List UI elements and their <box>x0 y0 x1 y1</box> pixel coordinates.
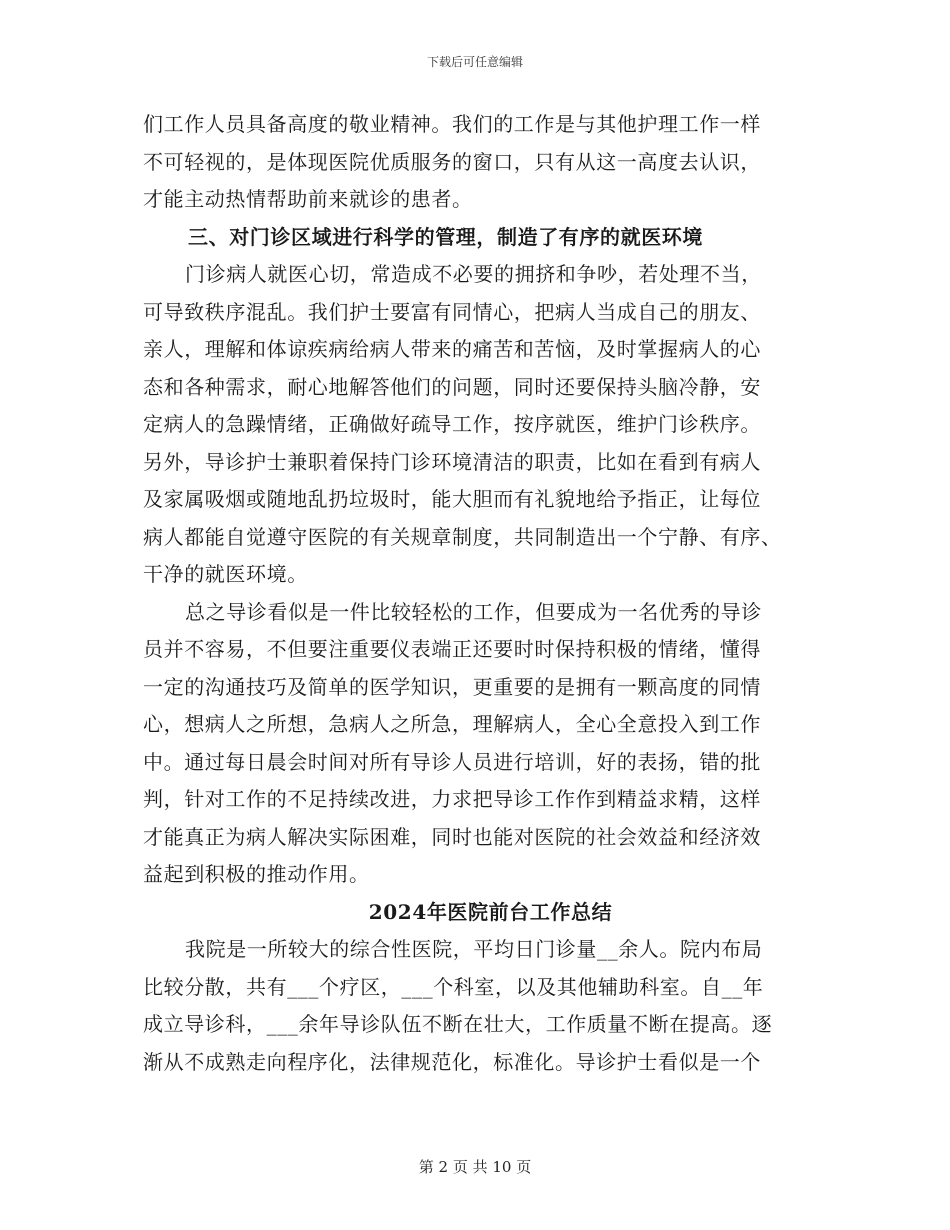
document-body <box>143 106 818 1081</box>
paragraph-line: 们工作人员具备高度的敬业精神。我们的工作是与其他护理工作一样 <box>143 112 761 136</box>
paragraph-line: 员并不容易，不但要注重要仪表端正还要时时保持积极的情绪，懂得 <box>143 637 761 661</box>
paragraph-line: 态和各种需求，耐心地解答他们的问题，同时还要保持头脑冷静，安 <box>143 374 761 399</box>
paragraph-line: 渐从不成熟走向程序化，法律规范化，标准化。导诊护士看似是一个 <box>143 1049 761 1074</box>
paragraph-line: 判，针对工作的不足持续改进，力求把导诊工作作到精益求精，这样 <box>143 787 761 811</box>
paragraph-line: 门诊病人就医心切，常造成不必要的拥挤和争吵，若处理不当， <box>185 262 762 286</box>
paragraph-line: 不可轻视的，是体现医院优质服务的窗口，只有从这一高度去认识， <box>143 149 761 174</box>
document-title: 2024年医院前台工作总结 <box>368 899 613 924</box>
section-heading: 三、对门诊区域进行科学的管理，制造了有序的就医环境 <box>188 224 703 249</box>
paragraph-line: 可导致秩序混乱。我们护士要富有同情心，把病人当成自己的朋友、 <box>143 299 761 324</box>
paragraph-line: 成立导诊科，___余年导诊队伍不断在壮大，工作质量不断在提高。逐 <box>143 1012 773 1036</box>
paragraph-line: 及家属吸烟或随地乱扔垃圾时，能大胆而有礼貌地给予指正，让每位 <box>143 487 761 511</box>
paragraph-line: 亲人，理解和体谅疾病给病人带来的痛苦和苦恼，及时掌握病人的心 <box>143 337 761 361</box>
paragraph-line: 比较分散，共有___个疗区，___个科室，以及其他辅助科室。自__年 <box>143 974 764 999</box>
paragraph-line: 病人都能自觉遵守医院的有关规章制度，共同制造出一个宁静、有序、 <box>143 524 782 549</box>
paragraph-line: 总之导诊看似是一件比较轻松的工作，但要成为一名优秀的导诊 <box>185 599 762 624</box>
paragraph-line: 中。通过每日晨会时间对所有导诊人员进行培训，好的表扬，错的批 <box>143 749 761 774</box>
paragraph-line: 才能主动热情帮助前来就诊的患者。 <box>143 187 473 211</box>
paragraph-line: 干净的就医环境。 <box>143 562 308 586</box>
paragraph-line: 另外，导诊护士兼职着保持门诊环境清洁的职责，比如在看到有病人 <box>143 449 761 474</box>
paragraph-line: 益起到积极的推动作用。 <box>143 862 370 886</box>
paragraph-line: 心，想病人之所想，急病人之所急，理解病人，全心全意投入到工作 <box>143 712 761 736</box>
paragraph-line: 定病人的急躁情绪，正确做好疏导工作，按序就医，维护门诊秩序。 <box>143 412 761 436</box>
page-number: 第 2 页 共 10 页 <box>418 1158 532 1176</box>
paragraph-line: 才能真正为病人解决实际困难，同时也能对医院的社会效益和经济效 <box>143 824 761 849</box>
header-note: 下载后可任意编辑 <box>426 55 523 69</box>
paragraph-line: 一定的沟通技巧及简单的医学知识，更重要的是拥有一颗高度的同情 <box>143 674 761 699</box>
paragraph-line: 我院是一所较大的综合性医院，平均日门诊量__余人。院内布局 <box>185 937 763 961</box>
